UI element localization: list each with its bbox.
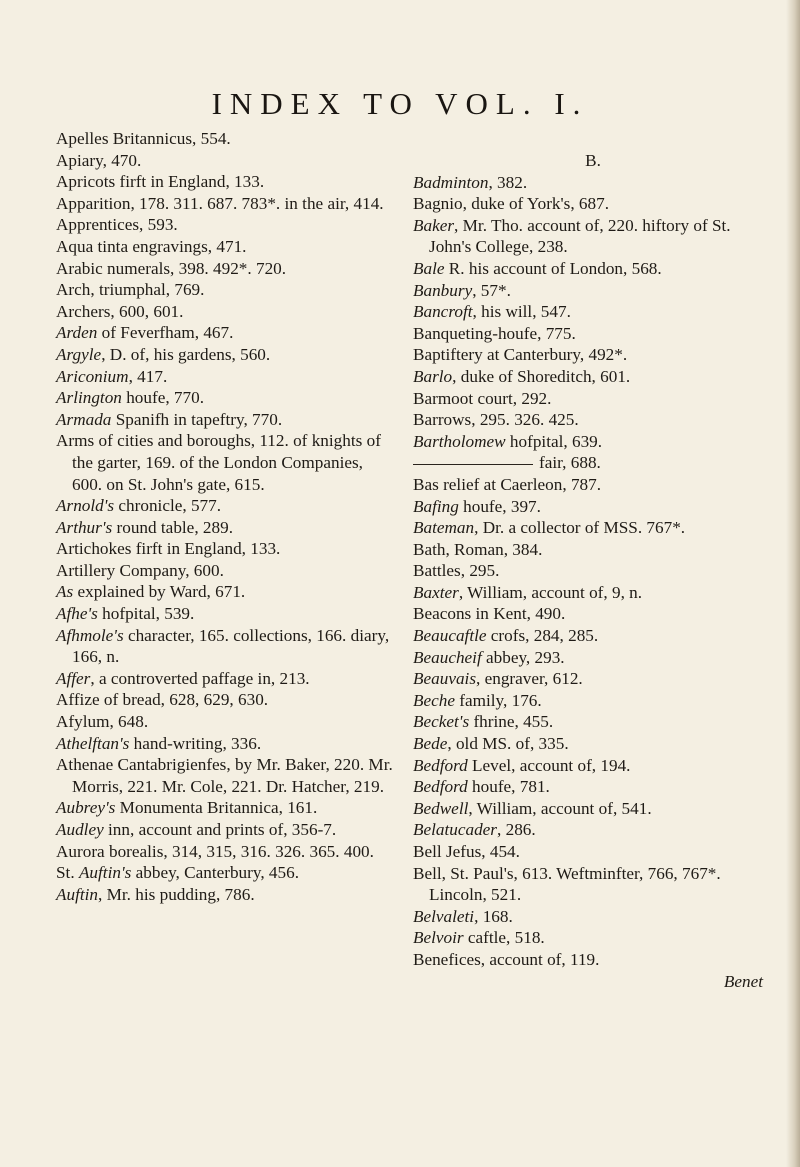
index-entry: Arlington houfe, 770. bbox=[56, 388, 204, 408]
index-entry: Bedford houfe, 781. bbox=[413, 777, 550, 797]
page-edge bbox=[786, 0, 800, 1167]
index-entry: fair, 688. bbox=[413, 452, 773, 474]
index-entry: Afylum, 648. bbox=[56, 712, 149, 732]
index-entry: As explained by Ward, 671. bbox=[56, 582, 246, 602]
index-entry: Bas relief at Caerleon, 787. bbox=[413, 474, 602, 494]
index-entry: Baptiftery at Canterbury, 492*. bbox=[413, 345, 628, 365]
left-index-column bbox=[56, 128, 396, 905]
index-entry: Athenae Cantabrigienfes, by Mr. Baker, 220. Mr. Morris, 221. Mr. Cole, 221. Dr. Hatcher, 219. bbox=[56, 755, 393, 796]
index-entry: Beauvais, engraver, 612. bbox=[413, 669, 583, 689]
index-entry: Argyle, D. of, his gardens, 560. bbox=[56, 344, 271, 364]
index-entry: Banbury, 57*. bbox=[413, 280, 511, 300]
index-entry: Arabic numerals, 398. 492*. 720. bbox=[56, 258, 287, 278]
index-entry: Arthur's round table, 289. bbox=[56, 517, 233, 537]
index-entry: Bede, old MS. of, 335. bbox=[413, 734, 569, 754]
index-entry: Bath, Roman, 384. bbox=[413, 539, 543, 559]
index-entry: Apiary, 470. bbox=[56, 150, 142, 170]
index-entry: Armada Spanifh in tapeftry, 770. bbox=[56, 409, 283, 429]
index-entry: Afhe's hofpital, 539. bbox=[56, 604, 195, 624]
index-entry: Bedwell, William, account of, 541. bbox=[413, 798, 652, 818]
index-entry: Arnold's chronicle, 577. bbox=[56, 496, 222, 516]
index-entry: Artichokes firft in England, 133. bbox=[56, 539, 281, 559]
index-entry: Aubrey's Monumenta Britannica, 161. bbox=[56, 798, 318, 818]
index-entry: Athelftan's hand-writing, 336. bbox=[56, 733, 262, 753]
section-letter: B. bbox=[585, 151, 601, 170]
index-entry: Apricots firft in England, 133. bbox=[56, 172, 265, 192]
index-entry: Bell Jefus, 454. bbox=[413, 842, 520, 861]
index-entry: Apparition, 178. 311. 687. 783*. in the air, 414. bbox=[56, 193, 384, 213]
index-entry: Beche family, 176. bbox=[413, 690, 542, 710]
index-entry: Aurora borealis, 314, 315, 316. 326. 365. 400. bbox=[56, 841, 374, 861]
index-entry: Baxter, William, account of, 9, n. bbox=[413, 582, 643, 602]
index-entry: Bale R. his account of London, 568. bbox=[413, 258, 662, 278]
index-entry: Battles, 295. bbox=[413, 561, 500, 581]
index-entry: Arden of Feverfham, 467. bbox=[56, 323, 234, 343]
index-entry: St. Auftin's abbey, Canterbury, 456. bbox=[56, 863, 300, 883]
ditto-dash bbox=[413, 464, 533, 465]
index-entry: Archers, 600, 601. bbox=[56, 301, 184, 321]
index-entry: Bedford Level, account of, 194. bbox=[413, 755, 631, 775]
index-entry: Artillery Company, 600. bbox=[56, 560, 224, 580]
index-entry: Auftin, Mr. his pudding, 786. bbox=[56, 884, 255, 904]
index-entry: Apprentices, 593. bbox=[56, 215, 178, 235]
index-entry: Becket's fhrine, 455. bbox=[413, 712, 554, 732]
right-index-column bbox=[413, 150, 773, 992]
index-entry: Bartholomew hofpital, 639. bbox=[413, 431, 603, 451]
index-entry: Arms of cities and boroughs, 112. of knights of the garter, 169. of the London Companies, 600. on St. John's gate, 615. bbox=[56, 431, 381, 494]
page-header: INDEX TO VOL. I. bbox=[211, 86, 589, 121]
index-entry: Apelles Britannicus, 554. bbox=[56, 129, 231, 148]
index-entry: Beacons in Kent, 490. bbox=[413, 604, 566, 624]
index-entry: Afhmole's character, 165. collections, 166. diary, 166, n. bbox=[56, 625, 390, 667]
index-entry: Beaucheif abbey, 293. bbox=[413, 647, 565, 667]
index-entry: Aqua tinta engravings, 471. bbox=[56, 236, 247, 256]
index-entry: Benefices, account of, 119. bbox=[413, 949, 600, 969]
index-entry: Baker, Mr. Tho. account of, 220. hiftory of St. John's College, 238. bbox=[413, 215, 731, 257]
index-entry: Barrows, 295. 326. 425. bbox=[413, 410, 579, 430]
index-entry: Bagnio, duke of York's, 687. bbox=[413, 194, 609, 214]
index-entry: Bell, St. Paul's, 613. Weftminfter, 766, 767*. Lincoln, 521. bbox=[413, 863, 721, 905]
index-entry: Belatucader, 286. bbox=[413, 820, 536, 840]
index-entry: Affer, a controverted paffage in, 213. bbox=[56, 668, 310, 688]
index-entry: Arch, triumphal, 769. bbox=[56, 280, 205, 300]
index-entry: Bafing houfe, 397. bbox=[413, 496, 541, 516]
index-entry: Barmoot court, 292. bbox=[413, 388, 552, 408]
index-entry: Belvaleti, 168. bbox=[413, 906, 513, 926]
index-entry: Bateman, Dr. a collector of MSS. 767*. bbox=[413, 518, 686, 538]
index-entry: Bancroft, his will, 547. bbox=[413, 302, 571, 322]
index-entry: Barlo, duke of Shoreditch, 601. bbox=[413, 366, 631, 386]
catchword: Benet bbox=[723, 971, 763, 991]
index-entry: Affize of bread, 628, 629, 630. bbox=[56, 690, 269, 710]
index-entry: Banqueting-houfe, 775. bbox=[413, 323, 576, 343]
index-entry: Badminton, 382. bbox=[413, 172, 528, 192]
index-entry: Audley inn, account and prints of, 356-7. bbox=[56, 820, 337, 839]
index-entry: Belvoir caftle, 518. bbox=[413, 928, 545, 948]
index-entry: Beaucaftle crofs, 284, 285. bbox=[413, 626, 599, 646]
index-entry: Ariconium, 417. bbox=[56, 366, 168, 386]
